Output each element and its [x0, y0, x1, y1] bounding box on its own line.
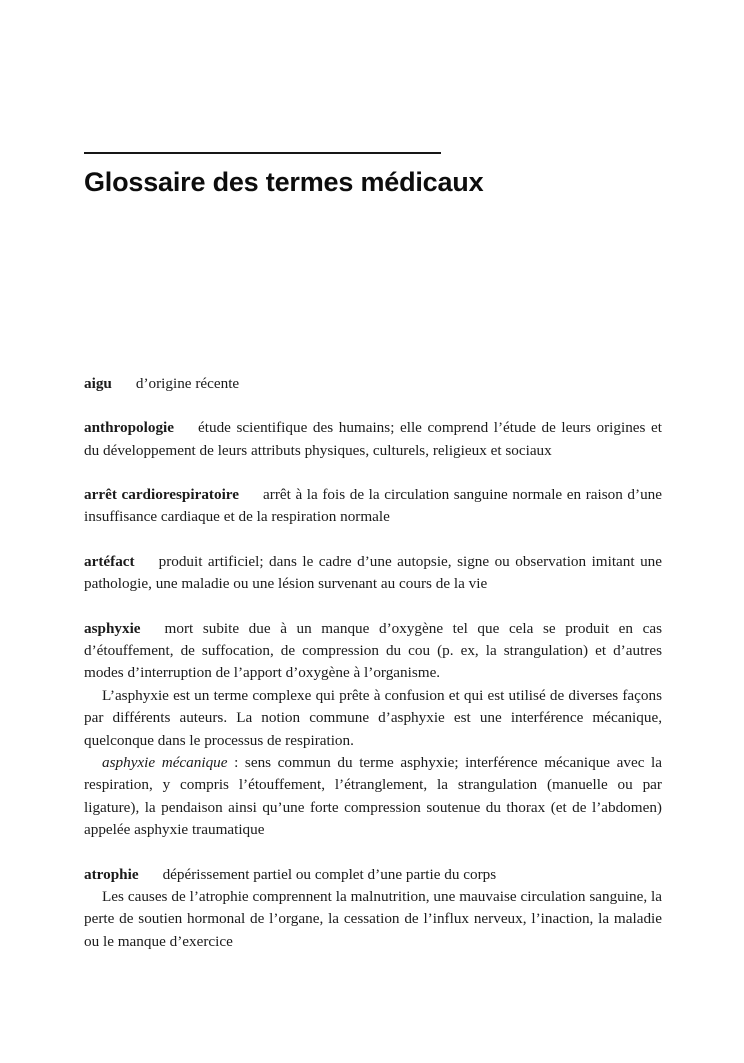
glossary-entry — [84, 417, 662, 462]
entry-term: arrêt cardiorespiratoire — [84, 485, 240, 503]
entry-definition: produit artificiel; dans le cadre d’une autopsie, signe ou observation imitant une pathologie, une maladie ou une lésion survenant au cours de la vie — [84, 552, 662, 593]
entry-definition: dépérissement partiel ou complet d’une partie du corps — [162, 865, 497, 883]
entry-term: anthropologie — [84, 419, 175, 437]
glossary-entry — [84, 373, 662, 395]
entry-term: aigu — [84, 374, 112, 392]
entry-paragraph — [84, 685, 662, 752]
entry-definition: d’origine récente — [135, 374, 240, 392]
glossary-entry — [84, 864, 662, 954]
entry-definition: mort subite due à un manque d’oxygène tel que cela se produit en cas d’étouffement, de suffocation, de compression du cou (p. ex, la strangulation) et d’autres modes d’interruption de l’apport d’oxygène à l’organisme. — [84, 619, 662, 682]
entry-paragraph — [84, 752, 662, 842]
glossary-entry — [84, 618, 662, 842]
title-rule — [84, 152, 441, 154]
entry-term: artéfact — [84, 552, 135, 570]
entry-term: atrophie — [84, 865, 139, 883]
entry-definition-paragraph — [84, 618, 662, 685]
glossary-entry — [84, 484, 662, 529]
entry-paragraph-text: : sens commun du terme asphyxie; interférence mécanique avec la respiration, y compris l’étouffement, l’étranglement, la strangulation (manuelle ou par ligature), la pendaison ainsi qu’une forte compression soutenue du thorax (et de l’abdomen) appelée asphyxie traumatique — [84, 753, 662, 839]
entry-definition-paragraph — [84, 373, 662, 395]
entry-definition-paragraph — [84, 484, 662, 529]
entry-definition-paragraph — [84, 417, 662, 462]
entry-term: asphyxie — [84, 619, 141, 637]
entry-definition: étude scientifique des humains; elle comprend l’étude de leurs origines et du développement de leurs attributs physiques, culturels, religieux et sociaux — [84, 419, 662, 459]
entry-paragraph — [84, 886, 662, 953]
page-title: Glossaire des termes médicaux — [84, 167, 484, 197]
entry-subterm: asphyxie mécanique — [102, 753, 228, 771]
entry-paragraph-text: Les causes de l’atrophie comprennent la malnutrition, une mauvaise circulation sanguine, la perte de soutien hormonal de l’organe, la cessation de l’influx nerveux, l’inaction, la maladie ou le manque d’exercice — [84, 888, 662, 950]
entry-definition-paragraph — [84, 864, 662, 886]
entry-definition-paragraph — [84, 551, 662, 596]
entry-definition: arrêt à la fois de la circulation sanguine normale en raison d’une insuffisance cardiaque et de la respiration normale — [84, 485, 663, 526]
glossary-entry — [84, 551, 662, 596]
glossary-list — [84, 373, 662, 954]
entry-paragraph-text: L’asphyxie est un terme complexe qui prête à confusion et qui est utilisé de diverses façons par différents auteurs. La notion commune d’asphyxie est une interférence mécanique, quelconque dans le processus de respiration. — [84, 686, 662, 749]
